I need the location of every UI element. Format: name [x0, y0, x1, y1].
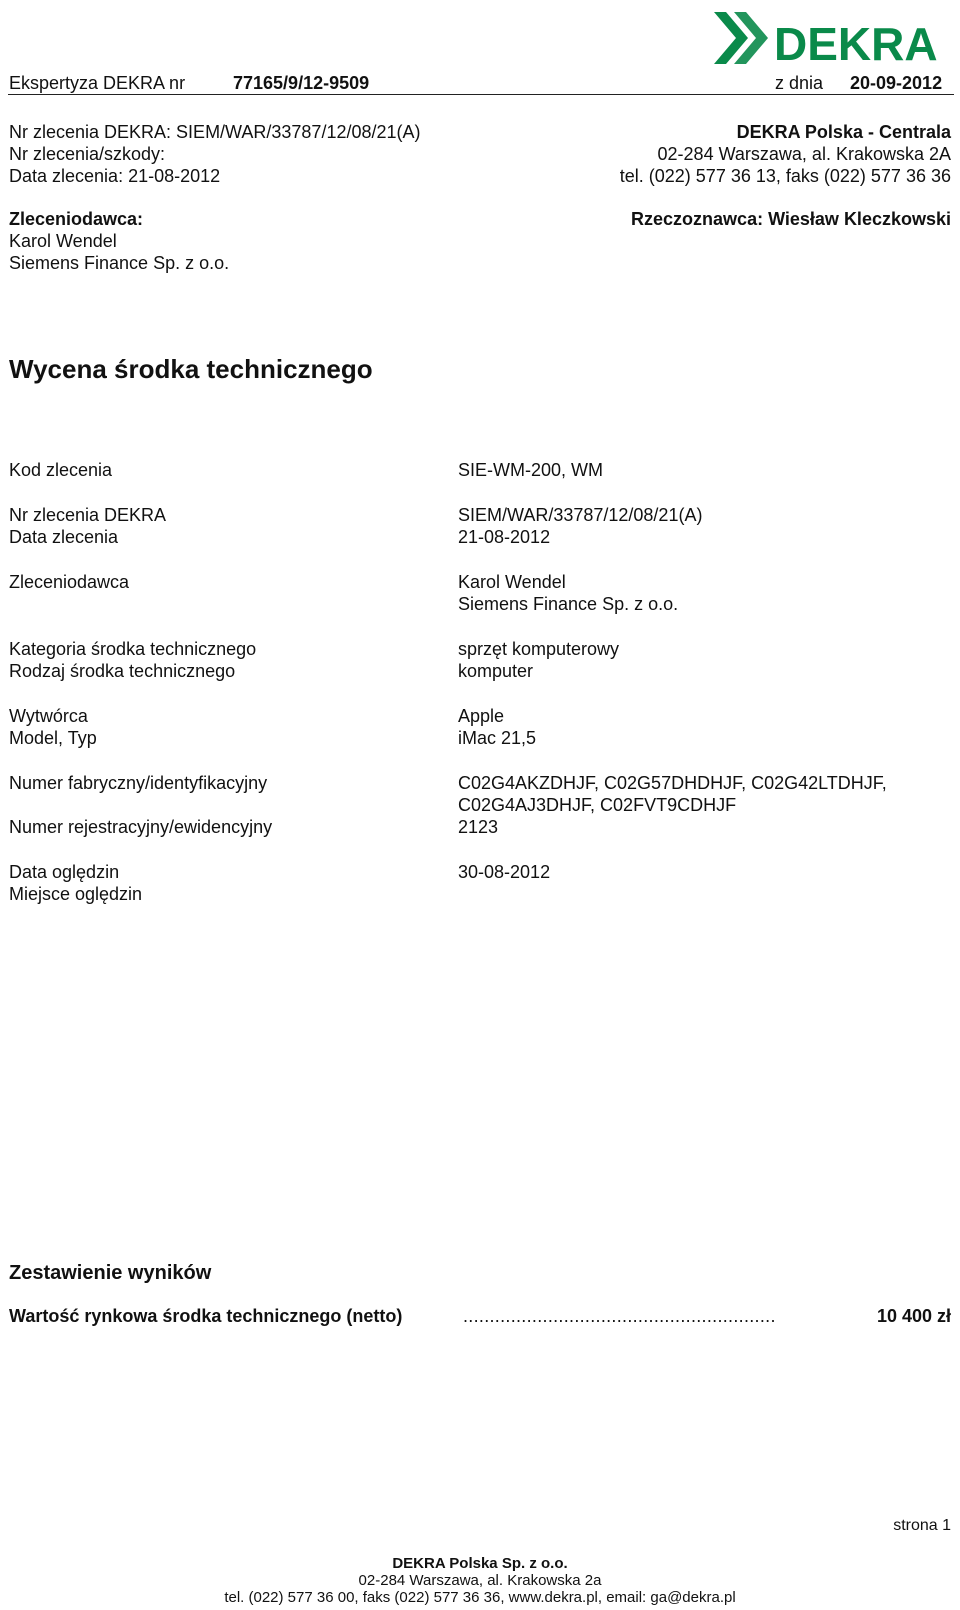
detail-label: Rodzaj środka technicznego: [9, 661, 236, 681]
detail-label: Numer rejestracyjny/ewidencyjny: [9, 817, 273, 837]
header-divider: [8, 94, 954, 95]
office-address: 02-284 Warszawa, al. Krakowska 2A: [657, 144, 951, 164]
detail-value: Siemens Finance Sp. z o.o.: [458, 594, 679, 614]
detail-label: Model, Typ: [9, 728, 97, 748]
footer-contact: tel. (022) 577 36 00, faks (022) 577 36 36, www.dekra.pl, email: ga@dekra.pl: [224, 1589, 736, 1606]
report-label: Ekspertyza DEKRA nr: [9, 73, 186, 93]
office-phone: tel. (022) 577 36 13, faks (022) 577 36 36: [619, 166, 951, 186]
dot-leader: ...........................................................: [463, 1306, 776, 1326]
detail-label: Wytwórca: [9, 706, 88, 726]
footer-address: 02-284 Warszawa, al. Krakowska 2a: [358, 1572, 602, 1589]
detail-label: Kod zlecenia: [9, 460, 113, 480]
logo-text: DEKRA: [774, 18, 938, 70]
client-info: [9, 208, 229, 274]
order-date: Data zlecenia: 21-08-2012: [9, 166, 221, 186]
page-number: strona 1: [893, 1517, 951, 1534]
report-date: 20-09-2012: [850, 73, 943, 93]
footer-company: DEKRA Polska Sp. z o.o.: [392, 1555, 568, 1572]
claim-number: Nr zlecenia/szkody:: [9, 144, 166, 164]
detail-value: C02G4AJ3DHJF, C02FVT9CDHJF: [458, 795, 737, 815]
summary-title: Zestawienie wyników: [9, 1262, 212, 1284]
client-person: Karol Wendel: [9, 231, 117, 251]
appraiser: Rzeczoznawca: Wiesław Kleczkowski: [631, 209, 951, 229]
detail-label: Zleceniodawca: [9, 572, 130, 592]
order-number: Nr zlecenia DEKRA: SIEM/WAR/33787/12/08/21(A): [9, 122, 421, 142]
office-name: DEKRA Polska - Centrala: [736, 122, 951, 142]
dekra-logo: [712, 10, 952, 78]
detail-value: Karol Wendel: [458, 572, 566, 592]
detail-value: 21-08-2012: [458, 527, 551, 547]
report-date-label: z dnia: [775, 73, 824, 93]
detail-label: Data oględzin: [9, 862, 120, 882]
detail-label: Nr zlecenia DEKRA: [9, 505, 167, 525]
client-heading: Zleceniodawca:: [9, 209, 144, 229]
detail-label: Miejsce oględzin: [9, 884, 143, 904]
market-value-label: Wartość rynkowa środka technicznego (netto): [9, 1306, 403, 1326]
detail-value: sprzęt komputerowy: [458, 639, 620, 659]
detail-value: Apple: [458, 706, 505, 726]
client-company: Siemens Finance Sp. z o.o.: [9, 253, 230, 273]
detail-value: iMac 21,5: [458, 728, 537, 748]
market-value: 10 400 zł: [876, 1306, 951, 1326]
detail-value: komputer: [458, 661, 534, 681]
detail-value: 2123: [458, 817, 499, 837]
detail-value: 30-08-2012: [458, 862, 551, 882]
detail-label: Numer fabryczny/identyfikacyjny: [9, 773, 268, 793]
office-info: [620, 121, 951, 187]
detail-label: Data zlecenia: [9, 527, 119, 547]
page-title: Wycena środka technicznego: [9, 354, 373, 384]
detail-label: Kategoria środka technicznego: [9, 639, 257, 659]
detail-value: SIEM/WAR/33787/12/08/21(A): [458, 505, 703, 525]
order-info: [9, 121, 421, 187]
detail-value: SIE-WM-200, WM: [458, 460, 604, 480]
report-number: 77165/9/12-9509: [233, 73, 370, 93]
detail-value: C02G4AKZDHJF, C02G57DHDHJF, C02G42LTDHJF,: [458, 773, 887, 793]
